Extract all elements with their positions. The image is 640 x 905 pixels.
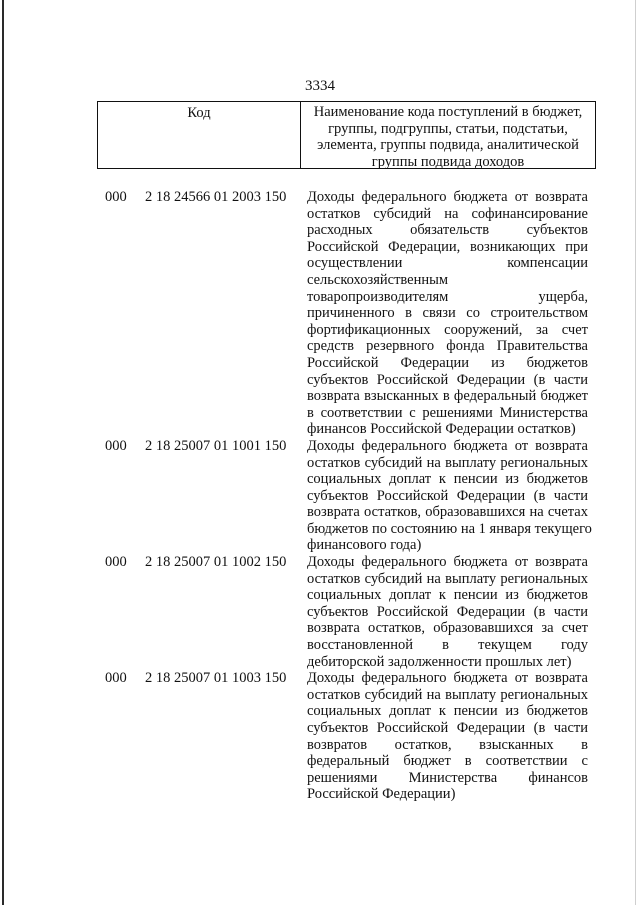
description-line: остатков субсидий на выплату региональных <box>307 686 588 703</box>
header-name-line: элемента, группы подвида, аналитической <box>317 137 579 153</box>
table-row <box>0 189 640 438</box>
description-line: финансов Российской Федерации остатков) <box>307 421 576 438</box>
income-description <box>307 670 588 803</box>
description-line: восстановленной в текущем году <box>307 637 588 654</box>
description-line: товаропроизводителям ущерба, <box>307 288 588 305</box>
description-line: социальных доплат к пенсии из бюджетов <box>307 703 588 720</box>
description-line: средств резервного фонда Правительства <box>307 338 588 355</box>
admin-code: 000 <box>105 554 127 571</box>
admin-code: 000 <box>105 670 127 687</box>
description-line: сельскохозяйственным <box>307 271 449 288</box>
description-line: Российской Федерации, возникающих при <box>307 238 588 255</box>
description-line: фортификационных сооружений, за счет <box>307 321 588 338</box>
description-line: социальных доплат к пенсии из бюджетов <box>307 471 588 488</box>
description-line: дебиторской задолженности прошлых лет) <box>307 653 572 670</box>
description-line: социальных доплат к пенсии из бюджетов <box>307 587 588 604</box>
description-line: остатков субсидий на выплату региональных <box>307 454 588 471</box>
description-line: Доходы федерального бюджета от возврата <box>307 189 588 205</box>
description-line: решениями Министерства финансов <box>307 769 588 786</box>
description-line: субъектов Российской Федерации (в части <box>307 371 588 388</box>
description-line: бюджетов по состоянию на 1 января текущего <box>307 520 592 537</box>
income-code: 2 18 25007 01 1003 150 <box>145 670 287 687</box>
header-code-cell: Код <box>98 102 301 168</box>
table-row <box>0 554 640 670</box>
description-line: Доходы федерального бюджета от возврата <box>307 670 588 687</box>
description-line: Доходы федерального бюджета от возврата <box>307 554 588 571</box>
header-name-cell <box>301 102 595 168</box>
description-line: возвратов остатков, взысканных в <box>307 736 588 753</box>
description-line: субъектов Российской Федерации (в части <box>307 603 588 620</box>
description-line: субъектов Российской Федерации (в части <box>307 720 588 736</box>
income-code: 2 18 24566 01 2003 150 <box>145 189 287 205</box>
description-line: остатков субсидий на выплату региональных <box>307 570 588 587</box>
description-line: Российской Федерации) <box>307 786 456 803</box>
description-line: субъектов Российской Федерации (в части <box>307 487 588 504</box>
income-code: 2 18 25007 01 1001 150 <box>145 437 287 454</box>
header-name-line: группы, подгруппы, статьи, подстатьи, <box>328 120 568 137</box>
description-line: федеральный бюджет в соответствии с <box>307 753 588 770</box>
admin-code: 000 <box>105 189 127 205</box>
income-code: 2 18 25007 01 1002 150 <box>145 554 287 571</box>
description-line: в соответствии с решениями Министерства <box>307 404 588 421</box>
income-description <box>307 437 592 554</box>
header-name-line: Наименование кода поступлений в бюджет, <box>313 104 583 120</box>
description-line: расходных обязательств субъектов <box>307 222 588 239</box>
income-description <box>307 189 588 438</box>
description-line: финансового года) <box>307 537 422 554</box>
description-line: Российской Федерации из бюджетов <box>307 354 588 371</box>
page-number: 3334 <box>305 78 335 94</box>
table-row <box>0 670 640 803</box>
income-description <box>307 554 588 670</box>
description-line: остатков субсидий на софинансирование <box>307 205 588 222</box>
income-code-list <box>0 189 640 803</box>
description-line: осуществлении компенсации <box>307 255 588 272</box>
description-line: Доходы федерального бюджета от возврата <box>307 437 588 454</box>
table-row <box>0 438 640 554</box>
description-line: возврата остатков, образовавшихся на счетах <box>307 504 588 521</box>
header-name-line: группы подвида доходов <box>371 153 525 170</box>
table-header <box>97 101 596 169</box>
description-line: возврата взысканных в федеральный бюджет <box>307 388 588 405</box>
description-line: возврата остатков, образовавшихся за счет <box>307 620 588 637</box>
description-line: причиненного в связи со строительством <box>307 305 588 322</box>
admin-code: 000 <box>105 437 127 454</box>
